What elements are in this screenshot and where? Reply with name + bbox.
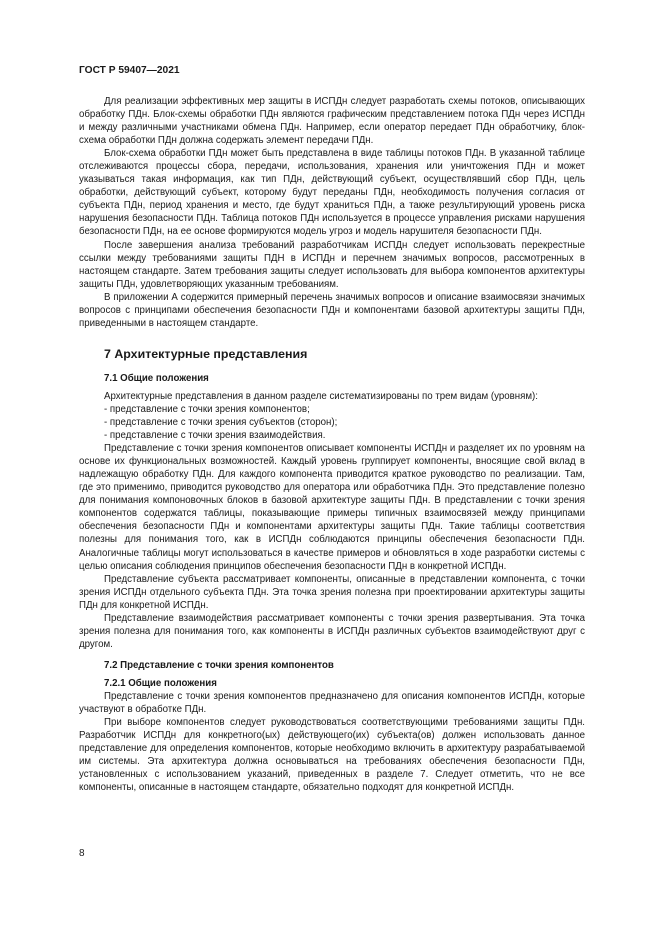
section-7-1 [79,390,585,651]
list-item: - представление с точки зрения взаимодействия. [104,430,326,442]
subsection-heading: 7.2 Представление с точки зрения компонентов [104,659,334,671]
paragraph: После завершения анализа требований разработчикам ИСПДн следует использовать перекрестные ссылки между требованиями защиты ПДН в ИСПДн и перечнем значимых вопросов, рассмотренных в настоящем стандарте. Затем требования защиты следует использовать для выбора компонентов архитектуры защиты ПДн, удовлетворяющих указанным требованиям. [79,239,585,290]
list-item: - представление с точки зрения субъектов (сторон); [104,417,338,429]
paragraph: При выборе компонентов следует руководствоваться соответствующими требованиями защиты ПДн. Разработчик ИСПДн для конкретного(ых) действующего(их) субъекта(ов) должен использовать данное представление для определения компонентов, которые необходимо включить в архитектуру разрабатываемой им системы. Эта архитектура должна основываться на требованиях обеспечения безопасности ПДн, установленных с использованием указаний, приведенных в разделе 7. Следует отметить, что не все компоненты, описанные в настоящем стандарте, обязательно подходят для конкретной ИСПДн. [79,717,585,794]
document-body [79,95,585,794]
section-7-2-1 [79,690,585,794]
paragraph: В приложении А содержится примерный перечень значимых вопросов и описание взаимосвязи значимых вопросов с принципами обеспечения безопасности ПДн и компонентами базовой архитектуры защиты ПДн, приведенными в настоящем стандарте. [79,291,585,329]
subsection-heading: 7.1 Общие положения [104,372,209,384]
paragraph: Представление с точки зрения компонентов описывает компоненты ИСПДн и разделяет их по уровням на основе их функциональных возможностей. Каждый уровень группирует компоненты, вносящие свой вклад в надлежащую обработку ПДн. Для каждого компонента приводится краткое руководство по реализации. Там, где это применимо, приводится руководство для оператора или обработчика ПДн. Это представление полезно для понимания компоновочных блоков в базовой архитектуре защиты ПДн. В представлении с точки зрения компонентов содержатся таблицы, показывающие примеры типичных взаимосвязей между принципами обеспечения безопасности ПДн и компонентами архитектуры защиты ПДн. Такие таблицы соответствия полезны для понимания того, как в ИСПДн соблюдаются принципы обеспечения безопасности ПДн. Аналогичные таблицы могут использоваться в качестве примеров и обновляться в ходе разработки системы с целью описания соблюдения принципов обеспечения безопасности ПДн в конкретной ИСПДн. [79,443,585,572]
paragraph: Архитектурные представления в данном разделе систематизированы по трем видам (уровням): [104,390,538,402]
paragraph: Блок-схема обработки ПДн может быть представлена в виде таблицы потоков ПДн. В указанной таблице отслеживаются процессы сбора, передачи, использования, хранения или уничтожения ПДн и может указываться такая информация, как тип ПДн, действующий субъект, осуществлявший сбор ПДн, цель обработки, действующий субъект, которому будут переданы ПДн, необходимость получения согласия от субъекта ПДн, период хранения и место, где будут храниться ПДн, а также результирующий уровень риска нарушения безопасности ПДн. Таблица потоков ПДн используется в процессе управления рисками нарушения безопасности ПДн, на ее основе формируются модель угроз и модель нарушителя безопасности ПДн. [79,148,585,238]
paragraph: Представление субъекта рассматривает компоненты, описанные в представлении компонента, с точки зрения ИСПДн отдельного субъекта ПДн. Эта точка зрения полезна при проектировании архитектуры защиты ПДн для конкретной ИСПДн. [79,573,585,611]
section-heading: 7 Архитектурные представления [104,346,308,361]
paragraph: Представление с точки зрения компонентов предназначено для описания компонентов ИСПДн, которые участвуют в обработке ПДн. [79,690,585,716]
list-item: - представление с точки зрения компонентов; [104,403,310,415]
page-number: 8 [79,848,85,859]
paragraph: Для реализации эффективных мер защиты в ИСПДн следует разработать схемы потоков, описывающих обработку ПДн. Блок-схемы обработки ПДн являются графическим представлением потока ПДн через ИСПДн и между различными участниками обмена ПДн. Например, если оператор передает ПДн обработчику, блок-схема обработки ПДн должна содержать элемент передачи ПДн. [79,96,585,147]
document-header: ГОСТ Р 59407—2021 [79,65,180,76]
paragraph: Представление взаимодействия рассматривает компоненты с точки зрения развертывания. Эта точка зрения полезна для понимания того, как компоненты в ИСПДн различных субъектов взаимодействуют друг с другом. [79,612,585,650]
subsubsection-heading: 7.2.1 Общие положения [104,677,217,689]
intro-section [79,95,585,330]
